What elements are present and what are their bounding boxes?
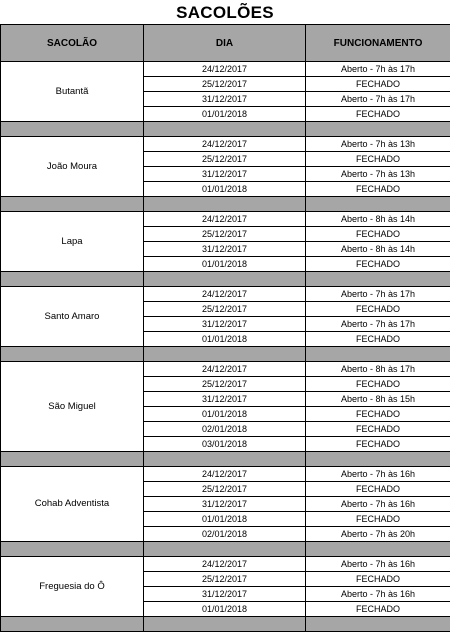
dia-cell: 25/12/2017 <box>144 572 306 587</box>
dia-cell: 01/01/2018 <box>144 182 306 197</box>
funcionamento-cell: Aberto - 8h às 15h <box>306 392 450 407</box>
funcionamento-cell: FECHADO <box>306 407 450 422</box>
separator-row <box>1 197 450 212</box>
funcionamento-cell: Aberto - 7h às 13h <box>306 137 450 152</box>
funcionamento-cell: FECHADO <box>306 227 450 242</box>
sacolao-name-cell: Freguesia do Ô <box>1 557 144 617</box>
dia-cell: 31/12/2017 <box>144 92 306 107</box>
dia-cell: 01/01/2018 <box>144 602 306 617</box>
funcionamento-cell: FECHADO <box>306 512 450 527</box>
separator-cell <box>144 197 306 212</box>
funcionamento-cell: Aberto - 7h às 16h <box>306 557 450 572</box>
funcionamento-cell: Aberto - 7h às 16h <box>306 587 450 602</box>
dia-cell: 24/12/2017 <box>144 557 306 572</box>
separator-cell <box>1 197 144 212</box>
dia-cell: 01/01/2018 <box>144 332 306 347</box>
funcionamento-cell: FECHADO <box>306 332 450 347</box>
table-row <box>1 287 450 302</box>
funcionamento-cell: Aberto - 7h às 16h <box>306 467 450 482</box>
separator-cell <box>144 617 306 632</box>
dia-cell: 25/12/2017 <box>144 227 306 242</box>
funcionamento-cell: Aberto - 7h às 20h <box>306 527 450 542</box>
table-row <box>1 467 450 482</box>
dia-cell: 24/12/2017 <box>144 62 306 77</box>
dia-cell: 02/01/2018 <box>144 527 306 542</box>
dia-cell: 24/12/2017 <box>144 362 306 377</box>
separator-cell <box>306 452 450 467</box>
separator-cell <box>306 347 450 362</box>
dia-cell: 24/12/2017 <box>144 287 306 302</box>
sacolao-name-cell: Santo Amaro <box>1 287 144 347</box>
table-row <box>1 62 450 77</box>
sacolao-name-cell: São Miguel <box>1 362 144 452</box>
funcionamento-cell: FECHADO <box>306 77 450 92</box>
separator-row <box>1 452 450 467</box>
funcionamento-cell: FECHADO <box>306 572 450 587</box>
dia-cell: 31/12/2017 <box>144 242 306 257</box>
sacolao-name-cell: Butantã <box>1 62 144 122</box>
table-row <box>1 137 450 152</box>
separator-cell <box>1 452 144 467</box>
separator-cell <box>306 122 450 137</box>
separator-row <box>1 347 450 362</box>
dia-cell: 25/12/2017 <box>144 77 306 92</box>
header-sacolao: SACOLÃO <box>1 25 144 62</box>
dia-cell: 25/12/2017 <box>144 482 306 497</box>
dia-cell: 24/12/2017 <box>144 137 306 152</box>
funcionamento-cell: Aberto - 7h às 16h <box>306 497 450 512</box>
sacolao-name-cell: Cohab Adventista <box>1 467 144 542</box>
dia-cell: 01/01/2018 <box>144 107 306 122</box>
sheet-title: SACOLÕES <box>0 0 450 25</box>
dia-cell: 31/12/2017 <box>144 587 306 602</box>
funcionamento-cell: Aberto - 8h às 14h <box>306 212 450 227</box>
dia-cell: 24/12/2017 <box>144 467 306 482</box>
funcionamento-cell: Aberto - 7h às 17h <box>306 287 450 302</box>
separator-cell <box>306 197 450 212</box>
funcionamento-cell: FECHADO <box>306 302 450 317</box>
dia-cell: 31/12/2017 <box>144 392 306 407</box>
funcionamento-cell: FECHADO <box>306 257 450 272</box>
separator-cell <box>1 272 144 287</box>
separator-cell <box>1 347 144 362</box>
header-row <box>1 25 450 62</box>
header-dia: DIA <box>144 25 306 62</box>
dia-cell: 31/12/2017 <box>144 497 306 512</box>
funcionamento-cell: Aberto - 7h às 17h <box>306 92 450 107</box>
separator-cell <box>144 347 306 362</box>
sacolao-name-cell: João Moura <box>1 137 144 197</box>
separator-row <box>1 617 450 632</box>
funcionamento-cell: Aberto - 8h às 17h <box>306 362 450 377</box>
separator-cell <box>144 542 306 557</box>
dia-cell: 01/01/2018 <box>144 257 306 272</box>
header-funcionamento: FUNCIONAMENTO <box>306 25 450 62</box>
dia-cell: 03/01/2018 <box>144 437 306 452</box>
dia-cell: 25/12/2017 <box>144 152 306 167</box>
separator-cell <box>144 122 306 137</box>
funcionamento-cell: FECHADO <box>306 107 450 122</box>
separator-cell <box>144 452 306 467</box>
funcionamento-cell: FECHADO <box>306 482 450 497</box>
dia-cell: 02/01/2018 <box>144 422 306 437</box>
separator-cell <box>1 617 144 632</box>
funcionamento-cell: FECHADO <box>306 152 450 167</box>
funcionamento-cell: FECHADO <box>306 422 450 437</box>
funcionamento-cell: Aberto - 7h às 13h <box>306 167 450 182</box>
schedule-table <box>0 24 450 632</box>
separator-cell <box>306 272 450 287</box>
separator-cell <box>144 272 306 287</box>
funcionamento-cell: FECHADO <box>306 602 450 617</box>
separator-cell <box>306 542 450 557</box>
separator-cell <box>306 617 450 632</box>
table-row <box>1 212 450 227</box>
funcionamento-cell: Aberto - 7h às 17h <box>306 317 450 332</box>
separator-row <box>1 542 450 557</box>
funcionamento-cell: FECHADO <box>306 437 450 452</box>
separator-row <box>1 122 450 137</box>
separator-cell <box>1 542 144 557</box>
dia-cell: 01/01/2018 <box>144 407 306 422</box>
separator-row <box>1 272 450 287</box>
funcionamento-cell: FECHADO <box>306 377 450 392</box>
funcionamento-cell: FECHADO <box>306 182 450 197</box>
funcionamento-cell: Aberto - 7h às 17h <box>306 62 450 77</box>
dia-cell: 24/12/2017 <box>144 212 306 227</box>
separator-cell <box>1 122 144 137</box>
table-row <box>1 362 450 377</box>
funcionamento-cell: Aberto - 8h às 14h <box>306 242 450 257</box>
table-row <box>1 557 450 572</box>
dia-cell: 31/12/2017 <box>144 167 306 182</box>
dia-cell: 25/12/2017 <box>144 377 306 392</box>
dia-cell: 01/01/2018 <box>144 512 306 527</box>
dia-cell: 25/12/2017 <box>144 302 306 317</box>
sacolao-name-cell: Lapa <box>1 212 144 272</box>
table-body <box>1 62 450 632</box>
dia-cell: 31/12/2017 <box>144 317 306 332</box>
